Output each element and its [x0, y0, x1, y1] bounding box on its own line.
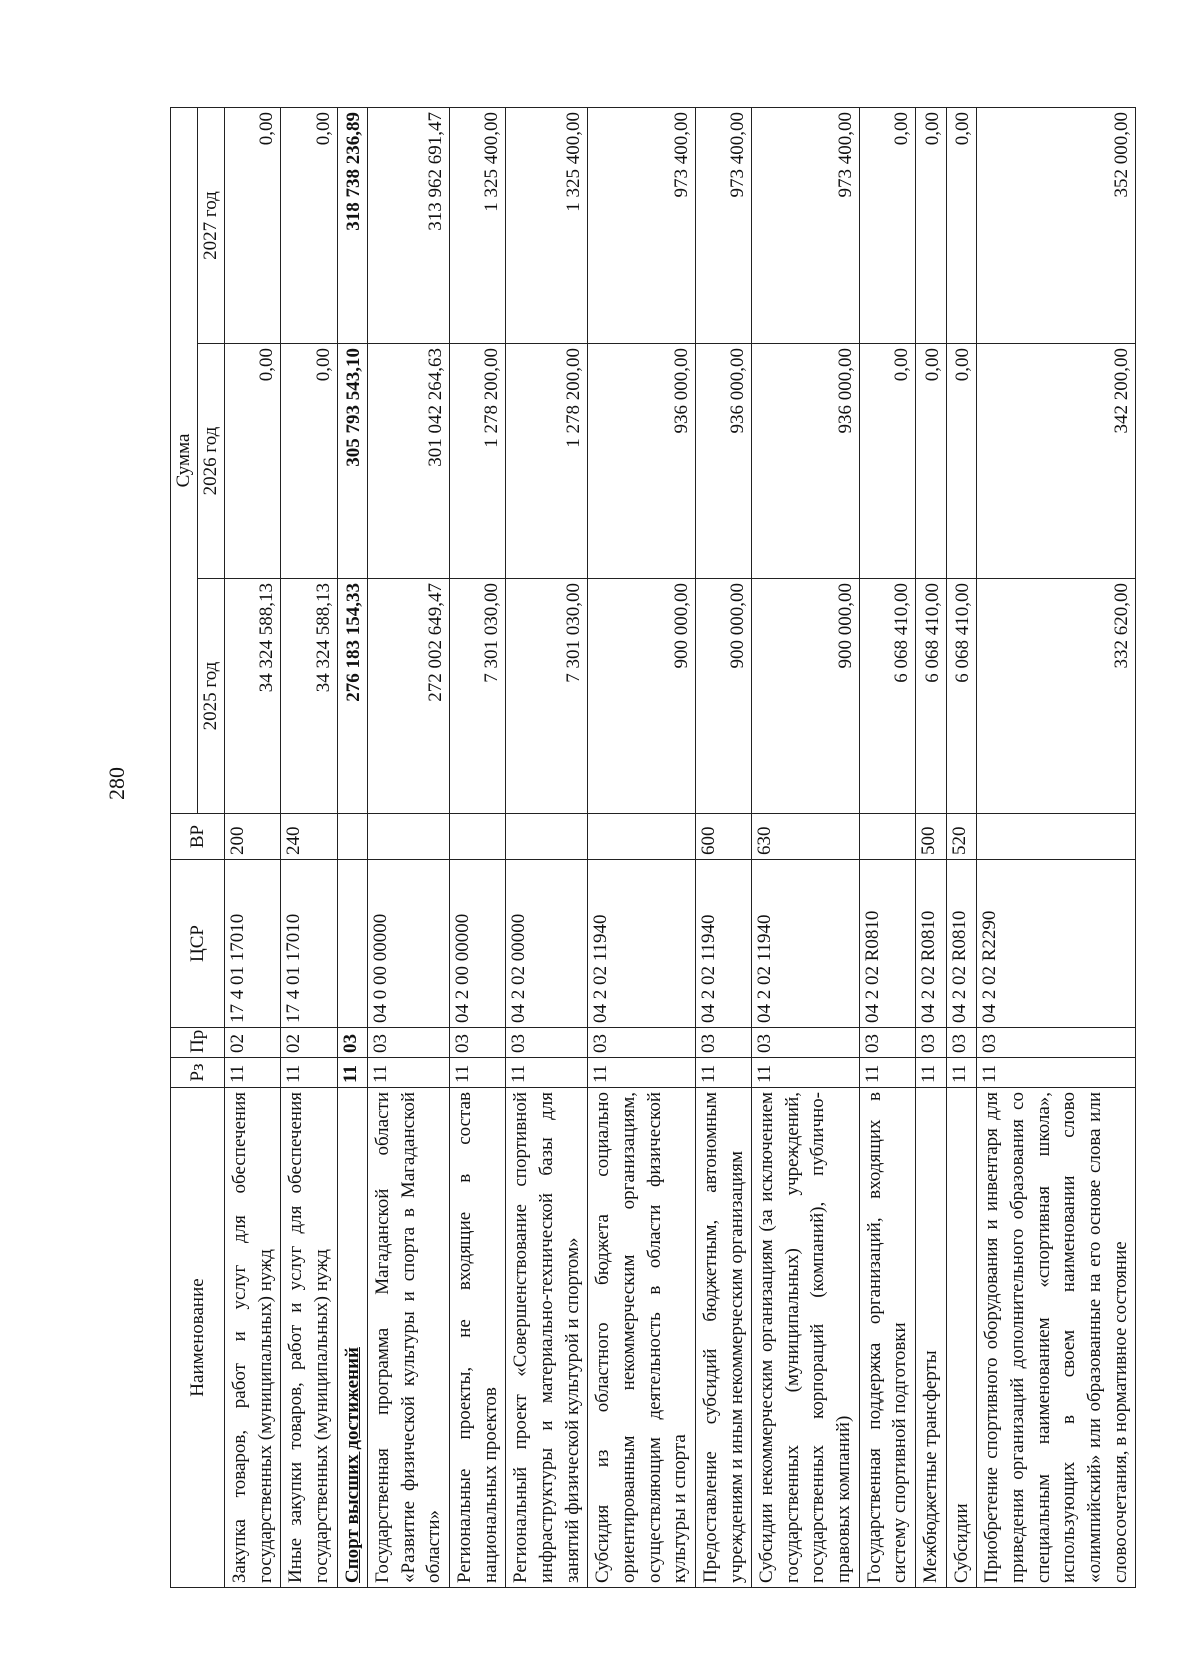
cell-pr: 02	[281, 1028, 337, 1058]
cell-2025: 6 068 410,00	[946, 579, 977, 814]
header-vr: ВР	[171, 814, 225, 860]
cell-pr: 03	[695, 1028, 751, 1058]
cell-2025: 6 068 410,00	[859, 579, 915, 814]
cell-rz: 11	[752, 1058, 860, 1088]
cell-vr: 600	[695, 814, 751, 860]
cell-2027: 973 400,00	[752, 108, 860, 344]
cell-rz: 11	[946, 1058, 977, 1088]
cell-2025: 332 620,00	[977, 579, 1136, 814]
cell-2025: 34 324 588,13	[281, 579, 337, 814]
cell-csr: 17 4 01 17010	[281, 860, 337, 1028]
cell-name: Субсидии некоммерческим организациям (за исключением государственных (муниципальных) учреждений, государственных корпораций (компаний), публично-правовых компаний)	[752, 1088, 860, 1588]
cell-csr: 04 2 02 R2290	[977, 860, 1136, 1028]
cell-name: Спорт высших достижений	[337, 1088, 368, 1588]
cell-vr	[859, 814, 915, 860]
cell-vr	[337, 814, 368, 860]
table-row	[225, 108, 281, 1588]
cell-vr: 200	[225, 814, 281, 860]
cell-2025: 34 324 588,13	[225, 579, 281, 814]
cell-pr: 03	[368, 1028, 450, 1058]
cell-pr: 03	[946, 1028, 977, 1058]
cell-2025: 900 000,00	[752, 579, 860, 814]
cell-pr: 03	[337, 1028, 368, 1058]
cell-2026: 936 000,00	[588, 344, 696, 579]
cell-2026: 0,00	[225, 344, 281, 579]
cell-2026: 1 278 200,00	[450, 344, 506, 579]
cell-csr: 04 2 02 11940	[752, 860, 860, 1028]
cell-vr: 520	[946, 814, 977, 860]
header-2027: 2027 год	[198, 108, 225, 344]
cell-2026: 0,00	[859, 344, 915, 579]
cell-csr	[337, 860, 368, 1028]
cell-vr	[450, 814, 506, 860]
cell-csr: 04 2 02 11940	[588, 860, 696, 1028]
cell-rz: 11	[337, 1058, 368, 1088]
cell-csr: 04 2 00 00000	[450, 860, 506, 1028]
table-row	[506, 108, 588, 1588]
table-row	[916, 108, 947, 1588]
cell-pr: 03	[752, 1028, 860, 1058]
header-csr: ЦСР	[171, 860, 225, 1028]
cell-2025: 900 000,00	[588, 579, 696, 814]
table-row	[977, 108, 1136, 1588]
table-row	[752, 108, 860, 1588]
cell-vr	[977, 814, 1136, 860]
cell-pr: 03	[916, 1028, 947, 1058]
cell-rz: 11	[368, 1058, 450, 1088]
header-rz: Рз	[171, 1058, 225, 1088]
cell-2025: 272 002 649,47	[368, 579, 450, 814]
cell-rz: 11	[859, 1058, 915, 1088]
table-row	[946, 108, 977, 1588]
cell-vr: 500	[916, 814, 947, 860]
cell-2026: 342 200,00	[977, 344, 1136, 579]
cell-2025: 900 000,00	[695, 579, 751, 814]
cell-name: Закупка товаров, работ и услуг для обеспечения государственных (муниципальных) нужд	[225, 1088, 281, 1588]
cell-csr: 04 2 02 11940	[695, 860, 751, 1028]
cell-pr: 03	[450, 1028, 506, 1058]
header-sum: Сумма	[171, 108, 198, 814]
cell-2027: 318 738 236,89	[337, 108, 368, 344]
cell-name: Государственная программа Магаданской области «Развитие физической культуры и спорта в Магаданской области»	[368, 1088, 450, 1588]
table-row	[695, 108, 751, 1588]
cell-rz: 11	[977, 1058, 1136, 1088]
cell-csr: 04 2 02 R0810	[946, 860, 977, 1028]
cell-2027: 0,00	[859, 108, 915, 344]
rotated-table-container	[170, 108, 1133, 1588]
cell-2027: 352 000,00	[977, 108, 1136, 344]
cell-pr: 02	[225, 1028, 281, 1058]
cell-2026: 301 042 264,63	[368, 344, 450, 579]
cell-vr	[368, 814, 450, 860]
table-row	[859, 108, 915, 1588]
cell-vr: 630	[752, 814, 860, 860]
cell-2027: 0,00	[281, 108, 337, 344]
cell-2026: 936 000,00	[695, 344, 751, 579]
budget-table	[170, 107, 1136, 1588]
table-header	[171, 108, 225, 1588]
page-number: 280	[104, 767, 129, 800]
cell-name: Государственная поддержка организаций, входящих в систему спортивной подготовки	[859, 1088, 915, 1588]
header-name: Наименование	[171, 1088, 225, 1588]
cell-rz: 11	[695, 1058, 751, 1088]
cell-name: Субсидия из областного бюджета социально ориентированным некоммерческим организациям, осуществляющим деятельность в области физической культуры и спорта	[588, 1088, 696, 1588]
cell-2027: 1 325 400,00	[450, 108, 506, 344]
cell-pr: 03	[506, 1028, 588, 1058]
cell-rz: 11	[506, 1058, 588, 1088]
table-row	[588, 108, 696, 1588]
cell-vr: 240	[281, 814, 337, 860]
cell-2025: 7 301 030,00	[450, 579, 506, 814]
cell-2025: 6 068 410,00	[916, 579, 947, 814]
cell-2025: 7 301 030,00	[506, 579, 588, 814]
cell-2025: 276 183 154,33	[337, 579, 368, 814]
header-2026: 2026 год	[198, 344, 225, 579]
cell-name: Иные закупки товаров, работ и услуг для обеспечения государственных (муниципальных) нужд	[281, 1088, 337, 1588]
cell-name: Региональные проекты, не входящие в состав национальных проектов	[450, 1088, 506, 1588]
table-row	[450, 108, 506, 1588]
cell-name: Межбюджетные трансферты	[916, 1088, 947, 1588]
cell-pr: 03	[977, 1028, 1136, 1058]
cell-rz: 11	[281, 1058, 337, 1088]
cell-csr: 04 2 02 00000	[506, 860, 588, 1028]
cell-name: Приобретение спортивного оборудования и инвентаря для приведения организаций дополнительного образования со специальным наименованием «спортивная школа», использующих в своем наименовании слово «олимпийский» или образованные на его основе слова или словосочетания, в нормативное состояние	[977, 1088, 1136, 1588]
cell-name: Региональный проект «Совершенствование спортивной инфраструктуры и материально-технической базы для занятий физической культурой и спортом»	[506, 1088, 588, 1588]
cell-pr: 03	[588, 1028, 696, 1058]
cell-csr: 04 2 02 R0810	[859, 860, 915, 1028]
cell-2026: 0,00	[916, 344, 947, 579]
cell-name: Предоставление субсидий бюджетным, автономным учреждениям и иным некоммерческим организациям	[695, 1088, 751, 1588]
cell-rz: 11	[450, 1058, 506, 1088]
cell-vr	[506, 814, 588, 860]
cell-2027: 973 400,00	[695, 108, 751, 344]
cell-2026: 0,00	[946, 344, 977, 579]
cell-vr	[588, 814, 696, 860]
cell-rz: 11	[916, 1058, 947, 1088]
cell-2026: 1 278 200,00	[506, 344, 588, 579]
cell-csr: 04 2 02 R0810	[916, 860, 947, 1028]
cell-2027: 313 962 691,47	[368, 108, 450, 344]
header-pr: Пр	[171, 1028, 225, 1058]
cell-2026: 936 000,00	[752, 344, 860, 579]
cell-csr: 17 4 01 17010	[225, 860, 281, 1028]
table-row	[337, 108, 368, 1588]
cell-2027: 1 325 400,00	[506, 108, 588, 344]
cell-2027: 0,00	[946, 108, 977, 344]
cell-rz: 11	[225, 1058, 281, 1088]
cell-rz: 11	[588, 1058, 696, 1088]
cell-2027: 0,00	[916, 108, 947, 344]
cell-name: Субсидии	[946, 1088, 977, 1588]
cell-2027: 973 400,00	[588, 108, 696, 344]
cell-2026: 305 793 543,10	[337, 344, 368, 579]
table-row	[281, 108, 337, 1588]
cell-2027: 0,00	[225, 108, 281, 344]
header-2025: 2025 год	[198, 579, 225, 814]
cell-csr: 04 0 00 00000	[368, 860, 450, 1028]
cell-2026: 0,00	[281, 344, 337, 579]
cell-pr: 03	[859, 1028, 915, 1058]
table-row	[368, 108, 450, 1588]
table-body	[225, 108, 1136, 1588]
